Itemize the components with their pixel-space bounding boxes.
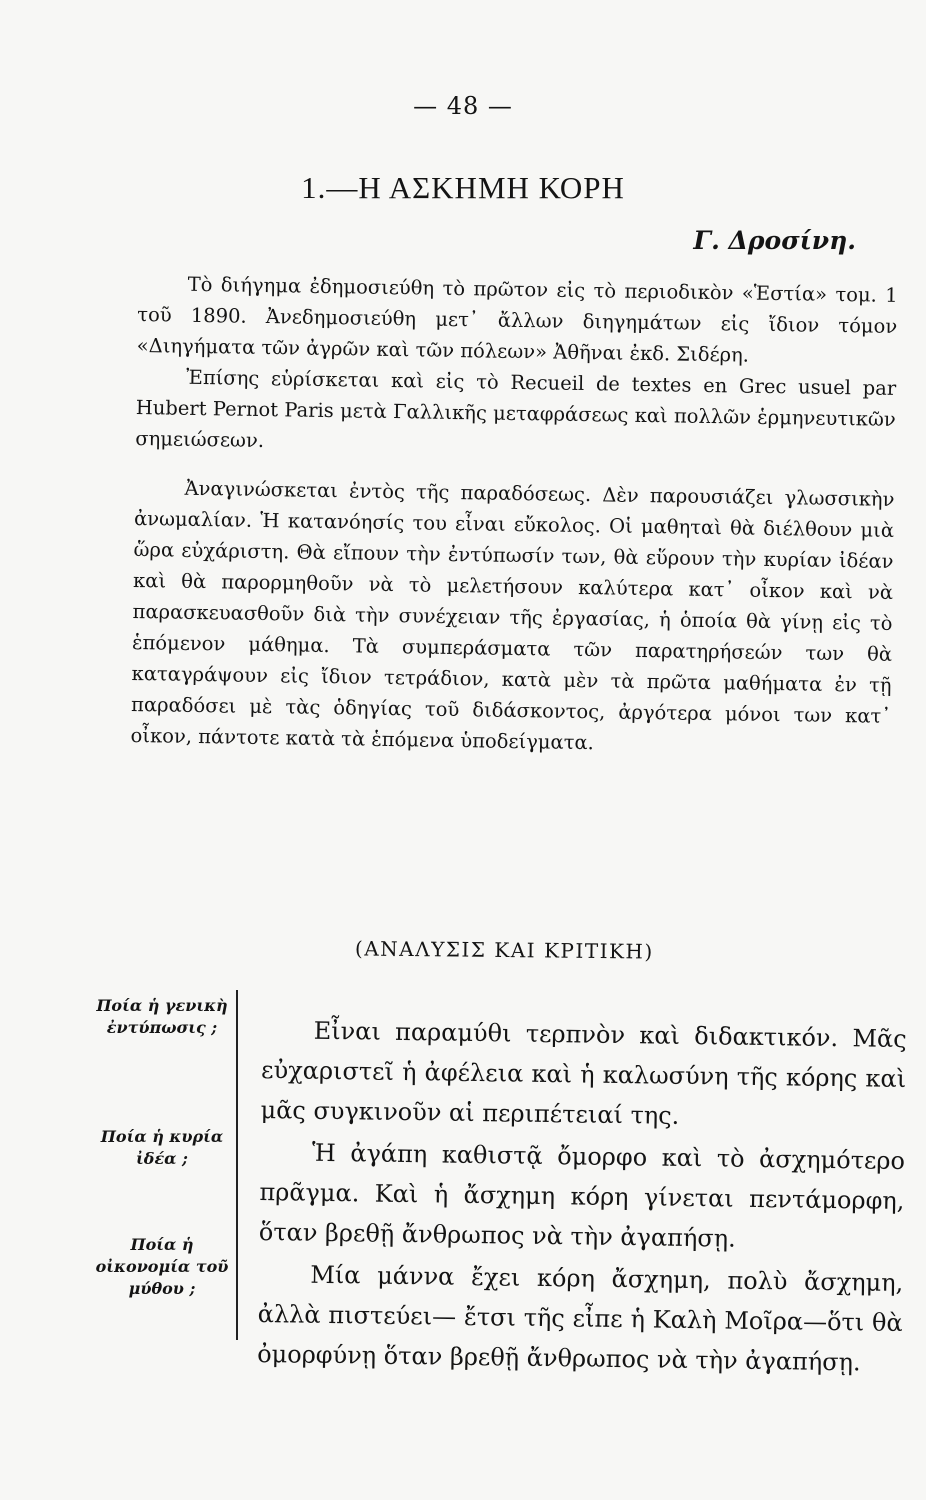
margin-question-main-idea: Ποία ἡ κυρία ἰδέα ; <box>100 1127 224 1168</box>
margin-question-general-impression: Ποία ἡ γενικὴ ἐντύπωσις ; <box>96 996 228 1037</box>
intro-paragraph-teaching: Ἀναγινώσκεται ἐντὸς τῆς παραδόσεως. Δὲν παρουσιάζει γλωσσικὴν ἀνωμαλίαν. Ἡ κατανόησίς του εἶναι εὔκολος. Οἱ μαθηταὶ θὰ διέλθουν μιὰ ὥρα εὐχάριστη. Θὰ εἴπουν τὴν ἐντύπωσίν των, θὰ εὕρουν τὴν κυρίαν ἰδέαν καὶ θὰ παρορμηθοῦν νὰ τὸ μελετήσουν καλύτερα κατ᾽ οἶκον καὶ νὰ παρασκευασθοῦν διὰ τὴν συνέχειαν τῆς ἐργασίας, ἡ ὁποία θὰ γίνῃ εἰς τὸ ἑπόμενον μάθημα. Τὰ συμπεράσματα τῶν παρατηρήσεών των θὰ καταγράψουν εἰς ἴδιον τετράδιον, κατὰ μὲν τὰ πρῶτα μαθήματα ἐν τῇ παραδόσει μὲ τὰς ὁδηγίας τοῦ διδάσκοντος, ἀργότερα μόνοι των κατ᾽ οἶκον, πάντοτε κατὰ τὰ ἑπόμενα ὑποδείγματα. <box>130 476 895 755</box>
page-number: — 48 — <box>413 92 513 120</box>
chapter-title: 1.—Η ΑΣΚΗΜΗ ΚΟΡΗ <box>301 170 625 205</box>
analysis-paragraph-impression: Εἶναι παραμύθι τερπνὸν καὶ διδακτικόν. Μᾶς εὐχαριστεῖ ἡ ἀφέλεια καὶ ἡ καλωσύνη τῆς κόρης καὶ μᾶς συγκινοῦν αἱ περιπέτειαί της. <box>260 1016 907 1130</box>
analysis-paragraph-plot: Μία μάννα ἔχει κόρη ἄσχημη, πολὺ ἄσχημη, ἀλλὰ πιστεύει— ἔτσι τῆς εἶπε ἡ Καλὴ Μοῖρα—ὅτι θὰ ὀμορφύνῃ ὅταν βρεθῇ ἄνθρωπος νὰ τὴν ἀγαπήσῃ. <box>257 1260 904 1377</box>
author-name: Γ. Δροσίνη. <box>693 226 856 255</box>
intro-paragraph-publication: Τὸ διήγημα ἐδημοσιεύθη τὸ πρῶτον εἰς τὸ περιοδικὸν «Ἑστία» τομ. 1 τοῦ 1890. Ἀνεδημοσιεύθη μετ᾽ ἄλλων διηγημάτων εἰς ἴδιον τόμον «Διηγήματα τῶν ἀγρῶν καὶ τῶν πόλεων» Ἀθῆναι ἐκδ. Σιδέρη. <box>136 272 898 367</box>
analysis-text <box>257 1010 907 1383</box>
section-heading: (ΑΝΑΛΥΣΙΣ ΚΑΙ ΚΡΙΤΙΚΗ) <box>354 936 654 964</box>
intro-text <box>130 268 897 763</box>
margin-divider-line <box>236 990 238 1340</box>
analysis-paragraph-idea: Ἡ ἀγάπη καθιστᾷ ὄμορφο καὶ τὸ ἀσχημότερο πρᾶγμα. Καὶ ἡ ἄσχημη κόρη γίνεται πεντάμορφη, ὅταν βρεθῇ ἄνθρωπος νὰ τὴν ἀγαπήσῃ. <box>258 1138 906 1253</box>
margin-question-plot-structure: Ποία ἡ οἰκονομία τοῦ μύθου ; <box>95 1235 229 1298</box>
intro-paragraph-recueil: Ἐπίσης εὑρίσκεται καὶ εἰς τὸ Recueil de textes en Grec usuel par Hubert Pernot Paris μετὰ Γαλλικῆς μεταφράσεως καὶ πολλῶν ἑρμηνευτικῶν σημειώσεων. <box>135 365 897 452</box>
